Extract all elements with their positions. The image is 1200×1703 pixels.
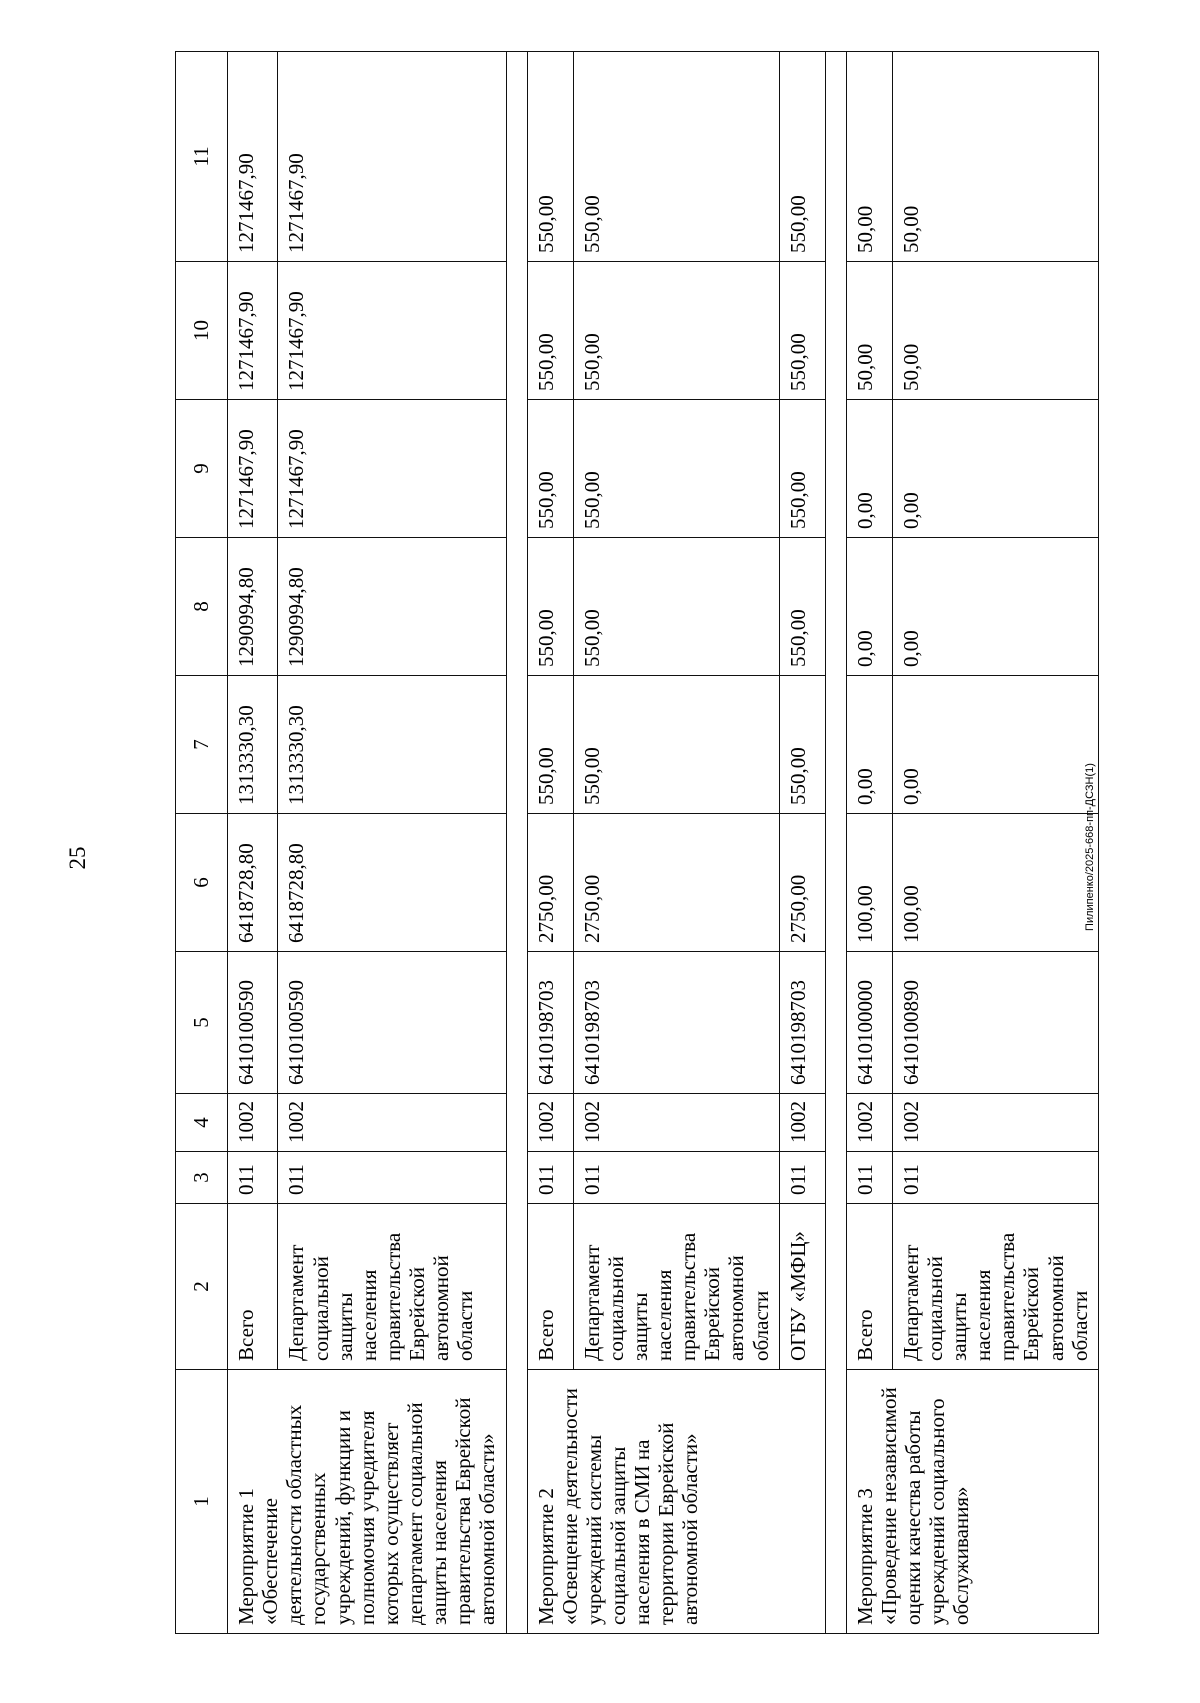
executor-cell: Всего xyxy=(846,1204,892,1370)
cell: 1002 xyxy=(779,1094,825,1152)
cell: 550,00 xyxy=(779,52,825,262)
cell: 550,00 xyxy=(779,400,825,538)
cell: 550,00 xyxy=(779,262,825,400)
col-header-11: 11 xyxy=(176,52,228,262)
cell: 100,00 xyxy=(846,814,892,952)
cell: 0,00 xyxy=(892,538,1098,676)
cell: 50,00 xyxy=(892,52,1098,262)
cell: 6410100000 xyxy=(846,952,892,1094)
cell: 550,00 xyxy=(573,52,779,262)
cell: 1002 xyxy=(527,1094,573,1152)
cell: 1002 xyxy=(892,1094,1098,1152)
cell: 1271467,90 xyxy=(278,400,506,538)
cell: 1271467,90 xyxy=(278,52,506,262)
activity-name: Мероприятие 3 «Проведение независимой оценки качества работы учреждений социального обслуживания» xyxy=(846,1370,1098,1634)
col-header-5: 5 xyxy=(176,952,228,1094)
col-header-9: 9 xyxy=(176,400,228,538)
cell: 2750,00 xyxy=(527,814,573,952)
cell: 2750,00 xyxy=(779,814,825,952)
cell: 1271467,90 xyxy=(228,52,278,262)
col-header-10: 10 xyxy=(176,262,228,400)
activity-name: Мероприятие 2 «Освещение деятельности учреждений системы социальной защиты населения в СМИ на территории Еврейской автономной области» xyxy=(527,1370,825,1634)
row-gap xyxy=(506,52,527,1634)
cell: 0,00 xyxy=(846,538,892,676)
page-number: 25 xyxy=(65,846,90,870)
col-header-1: 1 xyxy=(176,1370,228,1634)
document-reference: Пилипенко/2025-668-пп-ДСЗН(1) xyxy=(1084,763,1096,931)
cell: 50,00 xyxy=(892,262,1098,400)
cell: 0,00 xyxy=(892,400,1098,538)
row-gap xyxy=(825,52,846,1634)
cell: 550,00 xyxy=(573,538,779,676)
cell: 550,00 xyxy=(527,262,573,400)
cell: 2750,00 xyxy=(573,814,779,952)
activity-name: Мероприятие 1 «Обеспечение деятельности областных государственных учреждений, функции и полномочия учредителя которых осуществляет департамент социальной защиты населения правительства Еврейской автономной области» xyxy=(228,1370,507,1634)
cell: 1271467,90 xyxy=(228,400,278,538)
cell: 550,00 xyxy=(573,262,779,400)
cell: 50,00 xyxy=(846,52,892,262)
cell: 011 xyxy=(527,1152,573,1204)
table-row xyxy=(846,52,892,1634)
cell: 550,00 xyxy=(779,538,825,676)
col-header-7: 7 xyxy=(176,676,228,814)
cell: 6410100590 xyxy=(278,952,506,1094)
executor-cell: ОГБУ «МФЦ» xyxy=(779,1204,825,1370)
cell: 550,00 xyxy=(779,676,825,814)
cell: 550,00 xyxy=(527,676,573,814)
budget-table xyxy=(175,51,1099,1634)
col-header-3: 3 xyxy=(176,1152,228,1204)
cell: 1002 xyxy=(573,1094,779,1152)
cell: 6410100890 xyxy=(892,952,1098,1094)
cell: 0,00 xyxy=(846,400,892,538)
cell: 1002 xyxy=(278,1094,506,1152)
header-row xyxy=(176,52,228,1634)
executor-cell: Всего xyxy=(527,1204,573,1370)
cell: 1313330,30 xyxy=(278,676,506,814)
cell: 1271467,90 xyxy=(228,262,278,400)
table-row xyxy=(527,52,573,1634)
col-header-6: 6 xyxy=(176,814,228,952)
cell: 011 xyxy=(573,1152,779,1204)
cell: 1002 xyxy=(228,1094,278,1152)
cell: 1271467,90 xyxy=(278,262,506,400)
cell: 1313330,30 xyxy=(228,676,278,814)
executor-cell: Департамент социальной защиты населения правительства Еврейской автономной области xyxy=(573,1204,779,1370)
cell: 011 xyxy=(228,1152,278,1204)
col-header-2: 2 xyxy=(176,1204,228,1370)
cell: 6410100590 xyxy=(228,952,278,1094)
cell: 011 xyxy=(779,1152,825,1204)
cell: 6410198703 xyxy=(573,952,779,1094)
cell: 550,00 xyxy=(527,538,573,676)
cell: 550,00 xyxy=(527,52,573,262)
cell: 50,00 xyxy=(846,262,892,400)
cell: 6410198703 xyxy=(779,952,825,1094)
cell: 6418728,80 xyxy=(228,814,278,952)
cell: 011 xyxy=(892,1152,1098,1204)
cell: 1290994,80 xyxy=(278,538,506,676)
col-header-8: 8 xyxy=(176,538,228,676)
cell: 550,00 xyxy=(573,400,779,538)
cell: 6418728,80 xyxy=(278,814,506,952)
executor-cell: Департамент социальной защиты населения правительства Еврейской автономной области xyxy=(278,1204,506,1370)
cell: 1290994,80 xyxy=(228,538,278,676)
cell: 100,00 xyxy=(892,814,1098,952)
cell: 0,00 xyxy=(892,676,1098,814)
table-row xyxy=(228,52,278,1634)
executor-cell: Департамент социальной защиты населения правительства Еврейской автономной области xyxy=(892,1204,1098,1370)
cell: 550,00 xyxy=(573,676,779,814)
cell: 1002 xyxy=(846,1094,892,1152)
cell: 6410198703 xyxy=(527,952,573,1094)
cell: 0,00 xyxy=(846,676,892,814)
cell: 011 xyxy=(278,1152,506,1204)
col-header-4: 4 xyxy=(176,1094,228,1152)
cell: 011 xyxy=(846,1152,892,1204)
cell: 550,00 xyxy=(527,400,573,538)
executor-cell: Всего xyxy=(228,1204,278,1370)
